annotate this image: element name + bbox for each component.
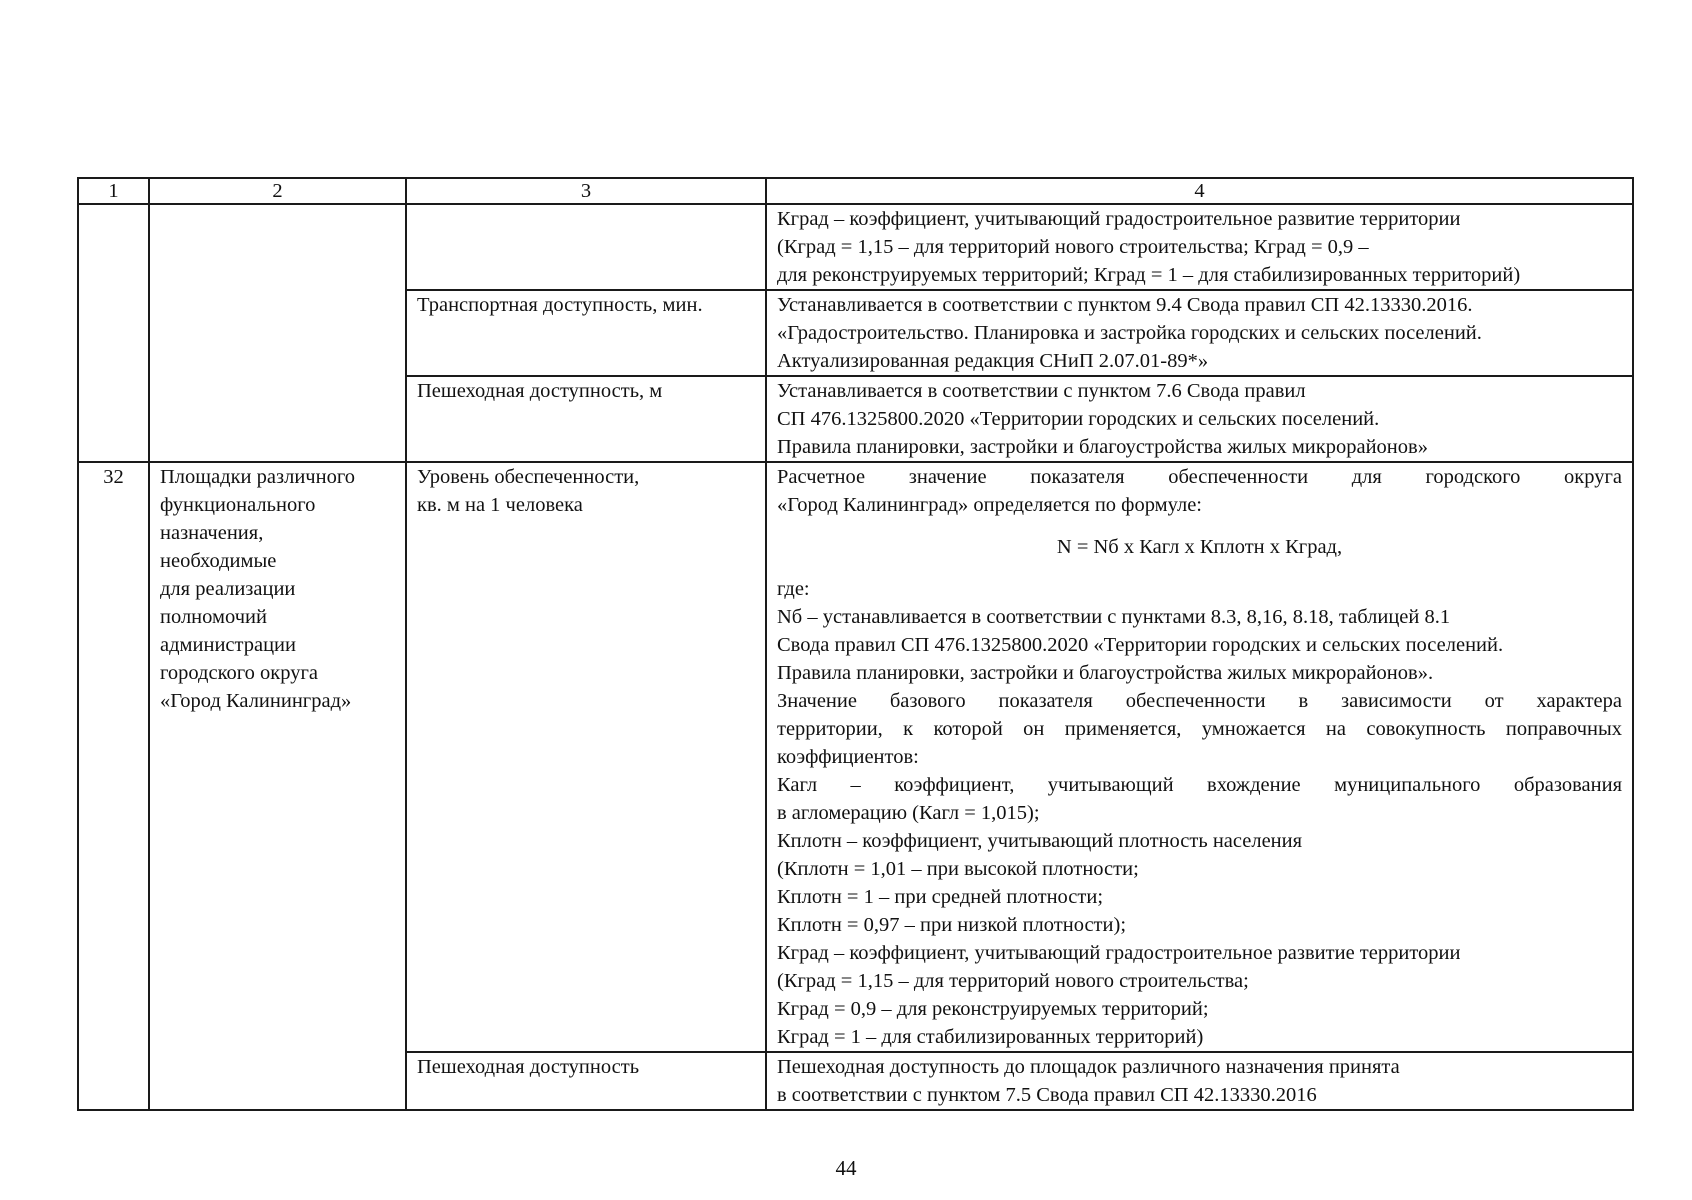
text-line: Кград = 1 – для стабилизированных территорий) — [777, 1026, 1204, 1048]
text-line: Устанавливается в соответствии с пунктом 9.4 Свода правил СП 42.13330.2016. — [777, 294, 1473, 316]
value-cell — [766, 290, 1633, 376]
text-line: коэффициентов: — [777, 746, 919, 768]
text-line: Правила планировки, застройки и благоустройства жилых микрорайонов». — [777, 662, 1434, 684]
value-cell — [766, 376, 1633, 462]
text-line: Кград = 0,9 – для реконструируемых территорий; — [777, 998, 1209, 1020]
text-line: городского округа — [160, 662, 318, 684]
value-cell — [766, 1052, 1633, 1110]
table-header-row — [78, 178, 1633, 204]
header-cell-4: 4 — [766, 178, 1633, 204]
text-line: (Кград = 1,15 – для территорий нового строительства; — [777, 970, 1249, 992]
text-line: Кград – коэффициент, учитывающий градостроительное развитие территории — [777, 942, 1461, 964]
text-line: Кград – коэффициент, учитывающий градостроительное развитие территории — [777, 208, 1461, 230]
text-line: Свода правил СП 476.1325800.2020 «Территории городских и сельских поселений. — [777, 634, 1504, 656]
text-line: Кплотн = 1 – при средней плотности; — [777, 886, 1104, 908]
document-page — [77, 177, 1632, 1111]
text-line: СП 476.1325800.2020 «Территории городских и сельских поселений. — [777, 408, 1380, 430]
header-cell-3: 3 — [406, 178, 766, 204]
table-row — [78, 204, 1633, 290]
text-line: Nб – устанавливается в соответствии с пунктами 8.3, 8,16, 8.18, таблицей 8.1 — [777, 606, 1451, 628]
text-line: для реализации — [160, 578, 296, 600]
object-cell — [149, 462, 406, 1110]
text-line: Актуализированная редакция СНиП 2.07.01-89*» — [777, 350, 1209, 372]
indicator-cell: Пешеходная доступность — [406, 1052, 766, 1110]
text-line: в агломерацию (Кагл = 1,015); — [777, 802, 1040, 824]
text-line: Устанавливается в соответствии с пунктом 7.6 Свода правил — [777, 380, 1306, 402]
table-row — [78, 462, 1633, 1052]
header-cell-1: 1 — [78, 178, 149, 204]
text-line: Кагл – коэффициент, учитывающий вхождение муниципального образования — [777, 774, 1622, 796]
text-line: кв. м на 1 человека — [417, 494, 583, 516]
text-line: Уровень обеспеченности, — [417, 466, 640, 488]
header-cell-2: 2 — [149, 178, 406, 204]
text-line: Кплотн = 0,97 – при низкой плотности); — [777, 914, 1127, 936]
text-line: Правила планировки, застройки и благоустройства жилых микрорайонов» — [777, 436, 1428, 458]
standards-table — [77, 177, 1634, 1111]
text-line: территории, к которой он применяется, умножается на совокупность поправочных — [777, 718, 1622, 740]
page-number: 44 — [835, 1156, 857, 1180]
text-line: Значение базового показателя обеспеченности в зависимости от характера — [777, 690, 1622, 712]
formula: N = Nб x Кагл x Кплотн x Кград, — [1056, 536, 1343, 558]
text-line: Пешеходная доступность до площадок различного назначения принята — [777, 1056, 1400, 1078]
text-line: «Город Калининград» — [160, 690, 352, 712]
text-line: для реконструируемых территорий; Кград = 1 – для стабилизированных территорий) — [777, 264, 1521, 286]
text-line: необходимые — [160, 550, 277, 572]
indicator-cell-empty — [406, 204, 766, 290]
text-line: администрации — [160, 634, 296, 656]
text-line: полномочий — [160, 606, 267, 628]
text-line: Кплотн – коэффициент, учитывающий плотность населения — [777, 830, 1303, 852]
text-line: (Кплотн = 1,01 – при высокой плотности; — [777, 858, 1139, 880]
indicator-cell — [406, 462, 766, 1052]
text-line: где: — [777, 578, 810, 600]
object-cell-empty — [149, 204, 406, 462]
text-line: Расчетное значение показателя обеспеченности для городского округа — [777, 466, 1622, 488]
text-line: (Кград = 1,15 – для территорий нового строительства; Кград = 0,9 – — [777, 236, 1369, 258]
text-line: «Город Калининград» определяется по формуле: — [777, 494, 1202, 516]
text-line: Площадки различного — [160, 466, 355, 488]
text-line: в соответствии с пунктом 7.5 Свода правил СП 42.13330.2016 — [777, 1084, 1317, 1106]
text-line: функционального — [160, 494, 316, 516]
text-line: «Градостроительство. Планировка и застройка городских и сельских поселений. — [777, 322, 1482, 344]
indicator-cell: Транспортная доступность, мин. — [406, 290, 766, 376]
number-cell-empty — [78, 204, 149, 462]
text-line: назначения, — [160, 522, 264, 544]
formula-cell — [766, 462, 1633, 1052]
kgrad-cell — [766, 204, 1633, 290]
indicator-cell: Пешеходная доступность, м — [406, 376, 766, 462]
row-number-cell: 32 — [78, 462, 149, 1110]
